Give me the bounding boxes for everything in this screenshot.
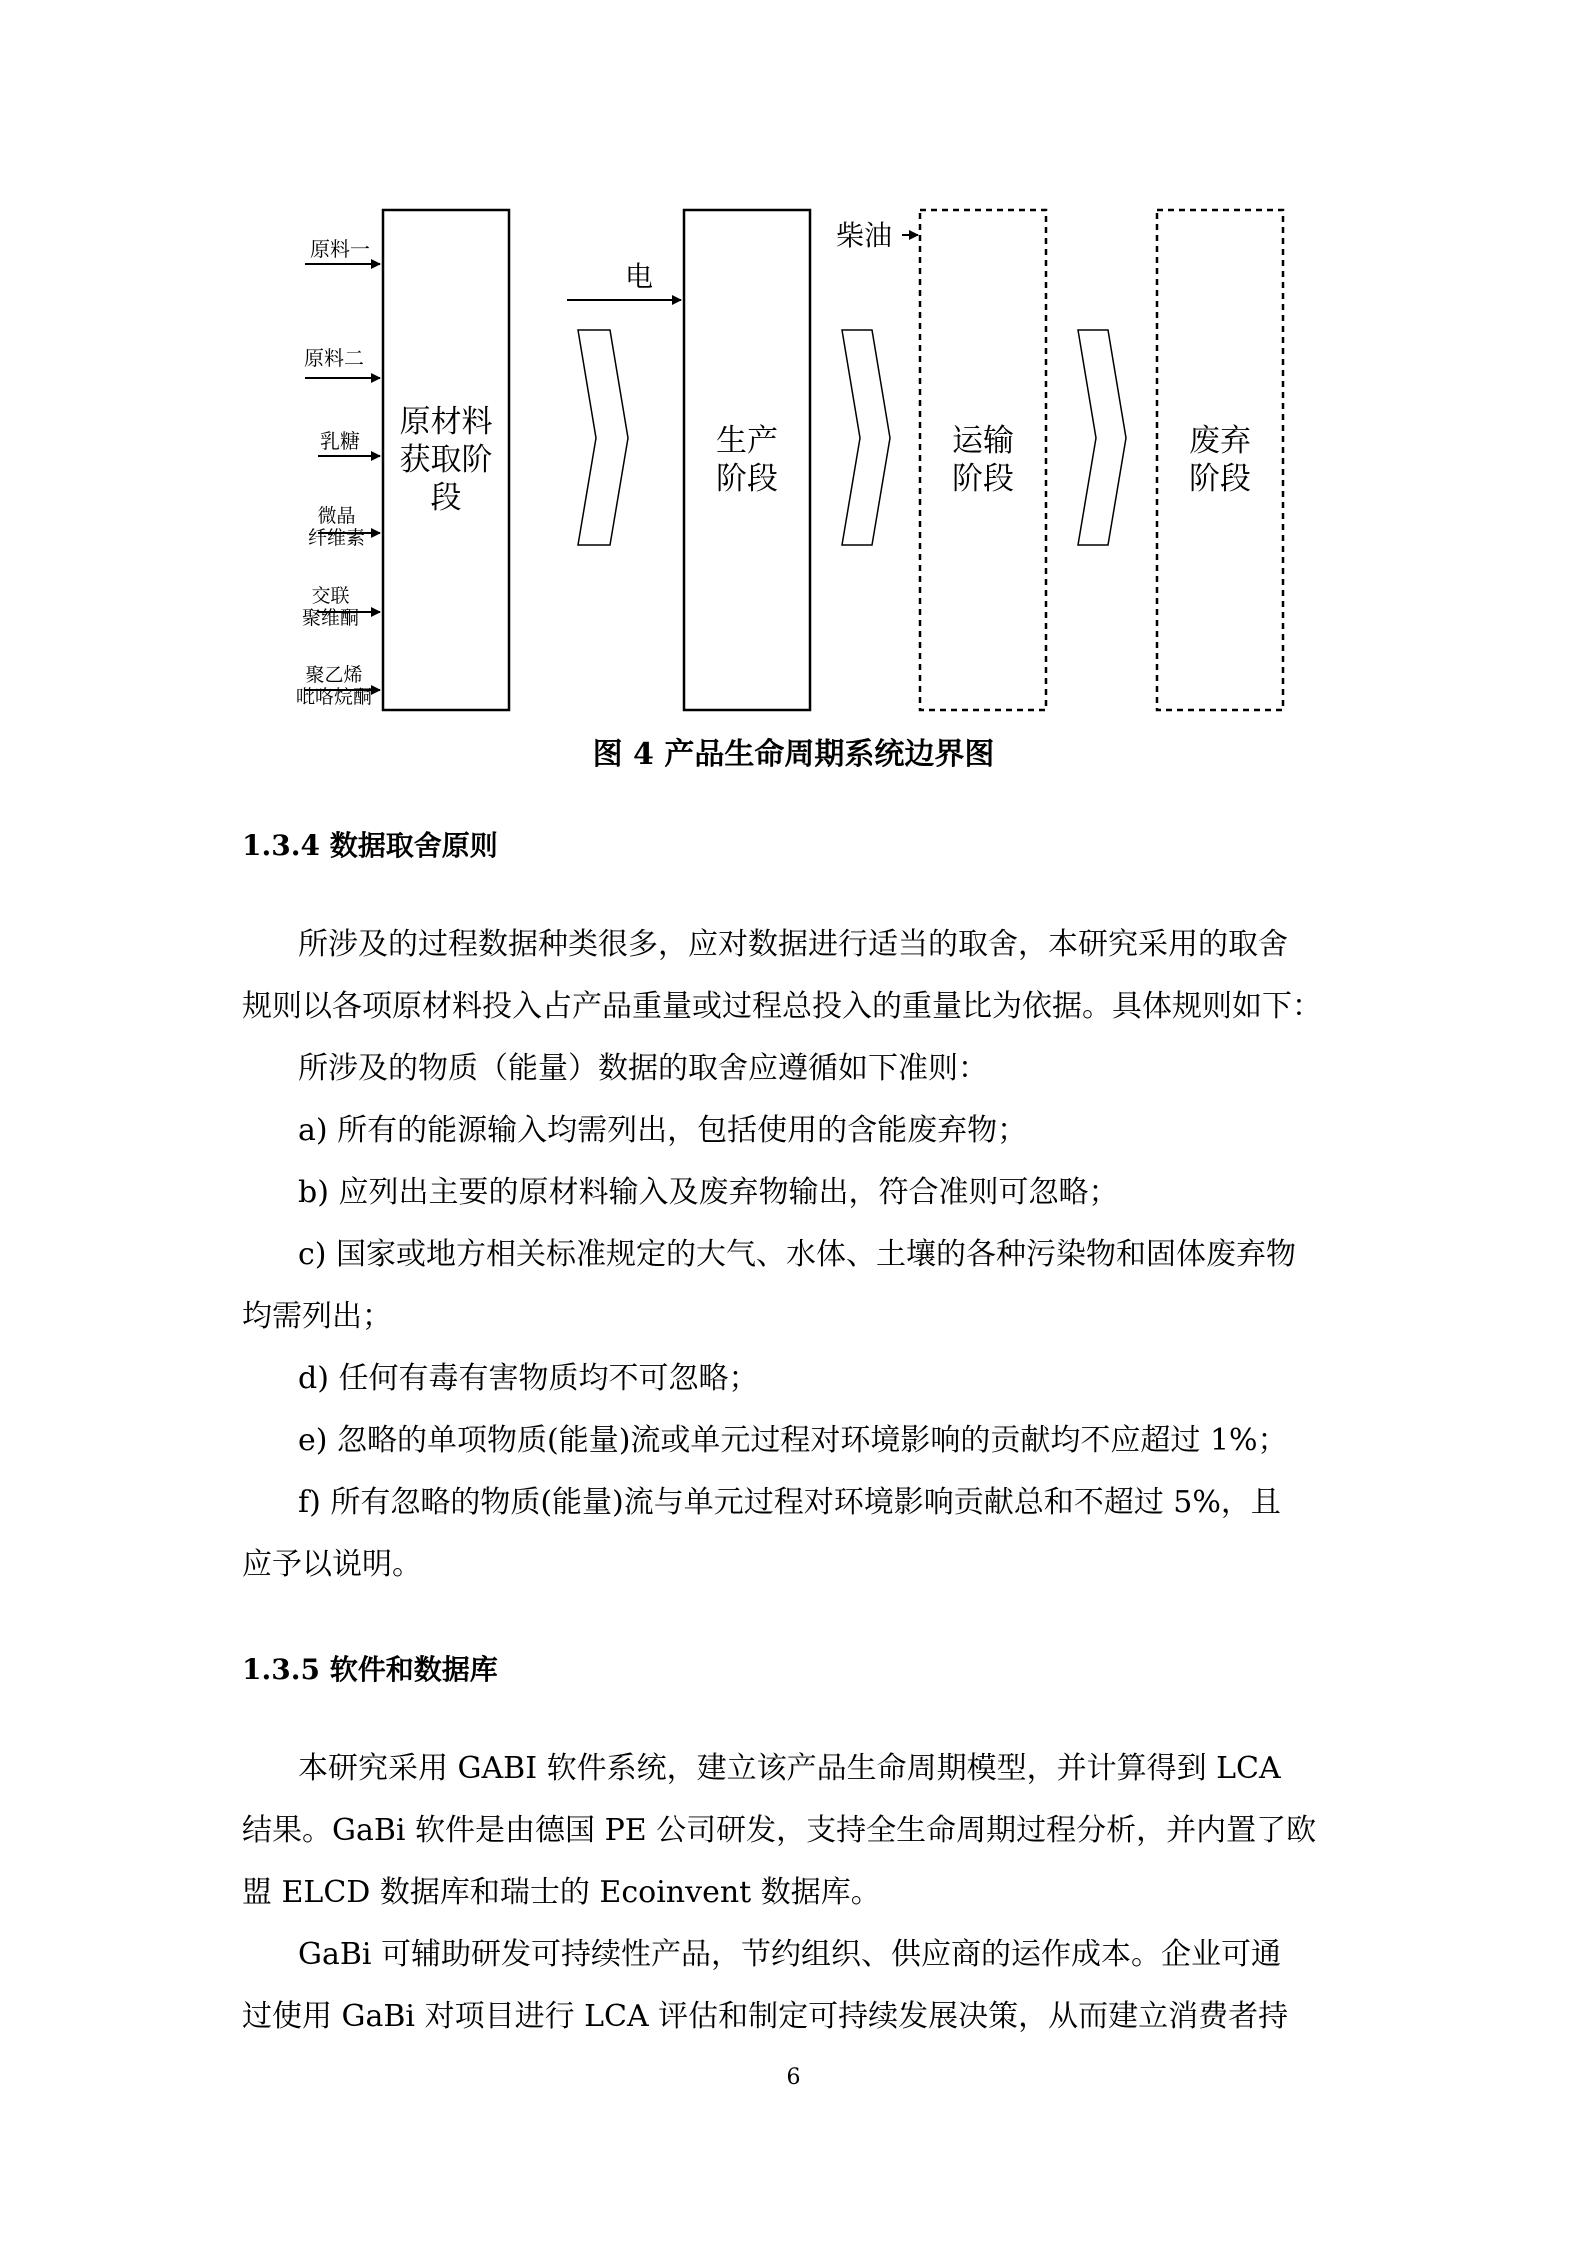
stage-label-production xyxy=(684,210,810,710)
stage-label-disposal-line-2: 阶段 xyxy=(1189,461,1251,497)
list-item-c-continued: 均需列出； xyxy=(242,1299,392,1334)
flow-chevron-1 xyxy=(578,330,628,545)
stage-label-production-line-2: 阶段 xyxy=(716,461,778,497)
paragraph-line: 规则以各项原材料投入占产品重量或过程总投入的重量比为依据。具体规则如下： xyxy=(242,989,1322,1024)
input-label-4-line-2: 纤维素 xyxy=(308,527,366,549)
input-label-4 xyxy=(308,505,365,549)
input-label-6-line-1: 聚乙烯 xyxy=(305,664,363,686)
input-label-1-line-1: 原料一 xyxy=(310,237,370,261)
input-label-2-line-1: 原料二 xyxy=(304,346,364,370)
input-label-3-line-1: 乳糖 xyxy=(320,429,360,453)
list-item-e: e) 忽略的单项物质(能量)流或单元过程对环境影响的贡献均不应超过 1%； xyxy=(298,1423,1288,1458)
stage-label-disposal-line-1: 废弃 xyxy=(1189,423,1251,459)
stage-label-raw-material xyxy=(383,210,509,710)
input-label-4-line-1: 微晶 xyxy=(317,505,356,527)
paragraph-line: GaBi 可辅助研发可持续性产品，节约组织、供应商的运作成本。企业可通 xyxy=(298,1937,1282,1972)
paragraph-line: 所涉及的物质（能量）数据的取舍应遵循如下准则： xyxy=(298,1051,988,1086)
list-item-a: a) 所有的能源输入均需列出，包括使用的含能废弃物； xyxy=(298,1113,1028,1148)
system-boundary-diagram xyxy=(0,0,1587,740)
list-item-d: d) 任何有毒有害物质均不可忽略； xyxy=(298,1361,759,1396)
stage-label-disposal xyxy=(1157,210,1283,710)
paragraph-line: 结果。GaBi 软件是由德国 PE 公司研发，支持全生命周期过程分析，并内置了欧 xyxy=(242,1813,1317,1848)
input-label-5 xyxy=(302,585,359,629)
paragraph-line: 本研究采用 GABI 软件系统，建立该产品生命周期模型，并计算得到 LCA xyxy=(298,1751,1281,1786)
stage-label-transport xyxy=(920,210,1046,710)
diesel-label: 柴油 xyxy=(836,219,893,252)
list-item-f: f) 所有忽略的物质(能量)流与单元过程对环境影响贡献总和不超过 5%，且 xyxy=(298,1485,1281,1520)
stage-label-raw-material-line-2: 获取阶 xyxy=(399,442,493,478)
input-label-6-line-2: 吡咯烷酮 xyxy=(296,686,373,708)
paragraph-line: 过使用 GaBi 对项目进行 LCA 评估和制定可持续发展决策，从而建立消费者持 xyxy=(242,1999,1289,2034)
paragraph-line: 盟 ELCD 数据库和瑞士的 Ecoinvent 数据库。 xyxy=(242,1875,881,1910)
stage-label-transport-line-2: 阶段 xyxy=(952,461,1014,497)
list-item-c: c) 国家或地方相关标准规定的大气、水体、土壤的各种污染物和固体废弃物 xyxy=(298,1237,1297,1272)
input-label-2 xyxy=(304,347,364,369)
section-heading-1-3-4: 1.3.4 数据取舍原则 xyxy=(242,829,498,862)
input-label-1 xyxy=(310,238,370,260)
stage-label-transport-line-1: 运输 xyxy=(952,423,1014,459)
section-heading-1-3-5: 1.3.5 软件和数据库 xyxy=(242,1653,498,1686)
figure-caption: 图 4 产品生命周期系统边界图 xyxy=(592,737,995,772)
flow-chevron-3 xyxy=(1078,330,1126,545)
input-label-5-line-1: 交联 xyxy=(311,585,350,607)
page-number: 6 xyxy=(786,2065,801,2090)
electricity-label: 电 xyxy=(625,260,654,293)
input-label-6 xyxy=(296,664,372,708)
flow-chevron-2 xyxy=(842,330,890,545)
stage-label-raw-material-line-3: 段 xyxy=(430,480,462,516)
stage-label-production-line-1: 生产 xyxy=(716,423,778,459)
stage-label-raw-material-line-1: 原材料 xyxy=(399,404,493,440)
list-item-f-continued: 应予以说明。 xyxy=(242,1547,422,1582)
list-item-b: b) 应列出主要的原材料输入及废弃物输出，符合准则可忽略； xyxy=(298,1175,1119,1210)
input-label-5-line-2: 聚维酮 xyxy=(302,607,360,629)
paragraph-line: 所涉及的过程数据种类很多，应对数据进行适当的取舍，本研究采用的取舍 xyxy=(298,927,1288,962)
input-label-3 xyxy=(320,430,360,452)
